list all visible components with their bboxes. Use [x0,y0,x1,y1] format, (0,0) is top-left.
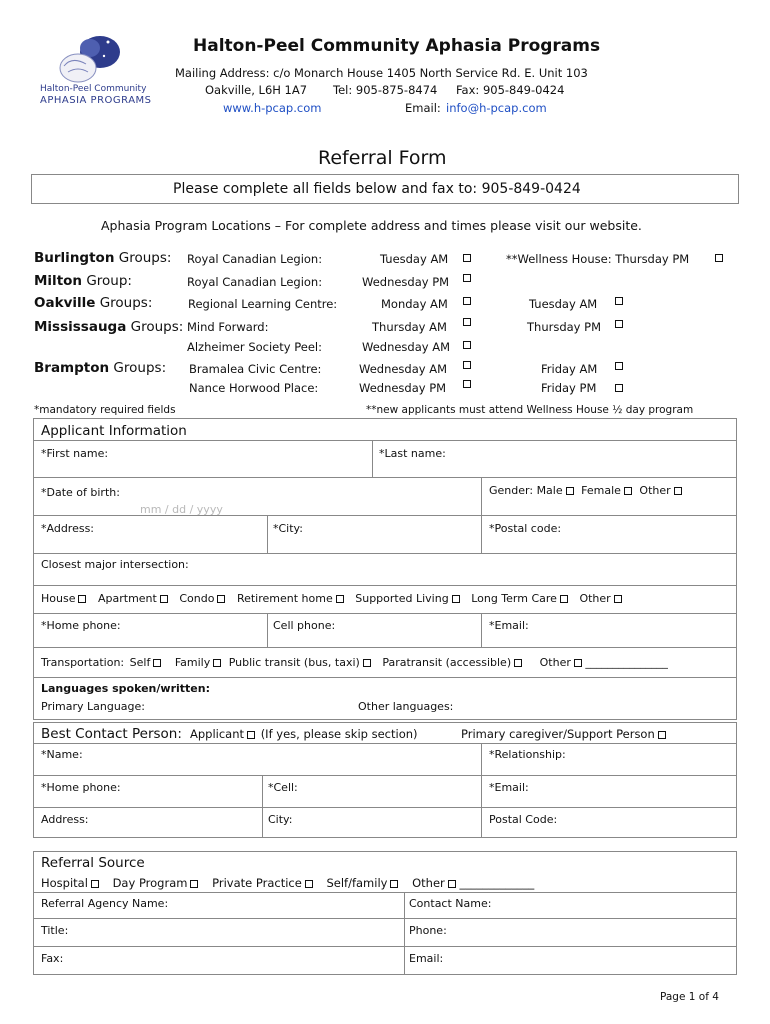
contact-postal-field[interactable]: Postal Code: [489,813,558,826]
mississauga-time2: Thursday PM [527,320,601,334]
mississauga-thursday-pm-checkbox[interactable] [615,320,623,328]
burlington-tuesday-am-checkbox[interactable] [463,254,471,262]
housing-other-checkbox[interactable] [614,595,622,603]
gender-male-checkbox[interactable] [566,487,574,495]
oakville-time2: Tuesday AM [529,297,598,311]
gender-female-checkbox[interactable] [624,487,632,495]
mississauga-thursday-am-checkbox[interactable] [463,318,471,326]
brampton-time4: Friday PM [541,381,597,395]
housing-options: House Apartment Condo Retirement home Supported Living Long Term Care Other [41,592,622,605]
fax-number: Fax: 905-849-0424 [456,83,565,97]
logo-line2: APHASIA PROGRAMS [40,95,152,106]
transport-paratransit-checkbox[interactable] [514,659,522,667]
oakville-monday-am-checkbox[interactable] [463,297,471,305]
contact-cell-field[interactable]: *Cell: [268,781,298,794]
wellness-house-label: **Wellness House: Thursday PM [506,252,690,266]
telephone: Tel: 905-875-8474 [333,83,438,97]
housing-apartment-checkbox[interactable] [160,595,168,603]
new-applicants-note: **new applicants must attend Wellness House ½ day program [366,404,694,416]
contact-applicant-checkbox[interactable] [247,731,255,739]
contact-caregiver-checkbox[interactable] [658,731,666,739]
referral-phone-field[interactable]: Phone: [409,924,447,937]
referral-private-practice-checkbox[interactable] [305,880,313,888]
brampton-time2: Friday AM [541,362,598,376]
mississauga-wednesday-am-checkbox[interactable] [463,341,471,349]
address-field[interactable]: *Address: [41,522,95,535]
brampton-wednesday-am-checkbox[interactable] [463,361,471,369]
milton-place: Royal Canadian Legion: [187,275,323,289]
referral-other-line[interactable]: _____________ [459,876,535,890]
applicant-title: Applicant Information [41,423,187,439]
housing-long-term-care-checkbox[interactable] [560,595,568,603]
instruction-text: Please complete all fields below and fax to: 905-849-0424 [173,181,581,197]
locations-heading: Aphasia Program Locations – For complete address and times please visit our website. [101,218,642,233]
housing-retirement-checkbox[interactable] [336,595,344,603]
email-link[interactable]: info@h-pcap.com [446,101,547,115]
referral-title-field[interactable]: Title: [41,924,69,937]
mississauga-place2: Alzheimer Society Peel: [187,340,322,354]
brampton-friday-am-checkbox[interactable] [615,362,623,370]
email-label: Email: [405,101,441,115]
oakville-tuesday-am-checkbox[interactable] [615,297,623,305]
cell-phone-field[interactable]: Cell phone: [273,619,336,632]
dob-placeholder: mm / dd / yyyy [140,503,223,516]
contact-applicant-option: Applicant (If yes, please skip section) [190,727,418,741]
brampton-friday-pm-checkbox[interactable] [615,384,623,392]
transportation-options: Transportation: Self Family Public transit (bus, taxi) Paratransit (accessible) Other _______________ [41,656,668,669]
website-link[interactable]: www.h-pcap.com [223,101,322,115]
brampton-time: Wednesday AM [359,362,448,376]
burlington-time: Tuesday AM [380,252,449,266]
housing-supported-living-checkbox[interactable] [452,595,460,603]
brampton-label: Brampton Groups: [34,360,167,376]
city-field[interactable]: *City: [273,522,303,535]
contact-title: Best Contact Person: [41,726,182,742]
contact-name-field[interactable]: *Name: [41,748,83,761]
oakville-label: Oakville Groups: [34,295,153,311]
mailing-address: Mailing Address: c/o Monarch House 1405 North Service Rd. E. Unit 103 [175,66,588,80]
brampton-time3: Wednesday PM [359,381,447,395]
referral-day-program-checkbox[interactable] [190,880,198,888]
brampton-place: Bramalea Civic Centre: [189,362,322,376]
transport-self-checkbox[interactable] [153,659,161,667]
home-phone-field[interactable]: *Home phone: [41,619,121,632]
wellness-house-checkbox[interactable] [715,254,723,262]
transport-family-checkbox[interactable] [213,659,221,667]
city-postal: Oakville, L6H 1A7 [205,83,308,97]
intersection-field[interactable]: Closest major intersection: [41,558,189,571]
postal-code-field[interactable]: *Postal code: [489,522,562,535]
referral-hospital-checkbox[interactable] [91,880,99,888]
mississauga-time: Thursday AM [372,320,447,334]
transport-other-line[interactable]: _______________ [585,656,668,669]
contact-address-field[interactable]: Address: [41,813,89,826]
transport-other-checkbox[interactable] [574,659,582,667]
mississauga-label: Mississauga Groups: [34,319,184,335]
referral-fax-field[interactable]: Fax: [41,952,64,965]
org-title: Halton-Peel Community Aphasia Programs [193,36,601,56]
milton-time: Wednesday PM [362,275,450,289]
mississauga-place: Mind Forward: [187,320,269,334]
transport-public-checkbox[interactable] [363,659,371,667]
last-name-field[interactable]: *Last name: [379,447,446,460]
referral-source-options: Hospital Day Program Private Practice Self/family Other _____________ [41,876,535,890]
oakville-time: Monday AM [381,297,448,311]
contact-home-phone-field[interactable]: *Home phone: [41,781,121,794]
primary-language-field[interactable]: Primary Language: [41,700,145,713]
gender-other-checkbox[interactable] [674,487,682,495]
applicant-email-field[interactable]: *Email: [489,619,529,632]
referral-self-family-checkbox[interactable] [390,880,398,888]
referral-email-field[interactable]: Email: [409,952,444,965]
milton-label: Milton Group: [34,273,132,289]
mississauga-time3: Wednesday AM [362,340,451,354]
referral-title: Referral Source [41,855,145,871]
languages-heading: Languages spoken/written: [41,682,210,695]
referral-agency-field[interactable]: Referral Agency Name: [41,897,169,910]
logo-line1: Halton-Peel Community [40,84,147,94]
contact-relationship-field[interactable]: *Relationship: [489,748,566,761]
oakville-place: Regional Learning Centre: [188,297,338,311]
other-languages-field[interactable]: Other languages: [358,700,454,713]
contact-email-field[interactable]: *Email: [489,781,529,794]
first-name-field[interactable]: *First name: [41,447,109,460]
housing-house-checkbox[interactable] [78,595,86,603]
milton-wednesday-pm-checkbox[interactable] [463,274,471,282]
dob-field[interactable]: *Date of birth: [41,486,120,499]
page-number: Page 1 of 4 [660,991,719,1003]
referral-contact-name-field[interactable]: Contact Name: [409,897,492,910]
referral-other-checkbox[interactable] [448,880,456,888]
contact-caregiver-option: Primary caregiver/Support Person [461,727,666,741]
brampton-place2: Nance Horwood Place: [189,381,319,395]
brampton-wednesday-pm-checkbox[interactable] [463,380,471,388]
form-title: Referral Form [318,147,447,169]
burlington-place: Royal Canadian Legion: [187,252,323,266]
mandatory-note: *mandatory required fields [34,404,176,416]
gender-group: Gender: Male Female Other [489,484,682,497]
housing-condo-checkbox[interactable] [217,595,225,603]
burlington-label: Burlington Groups: [34,250,172,266]
contact-city-field[interactable]: City: [268,813,293,826]
